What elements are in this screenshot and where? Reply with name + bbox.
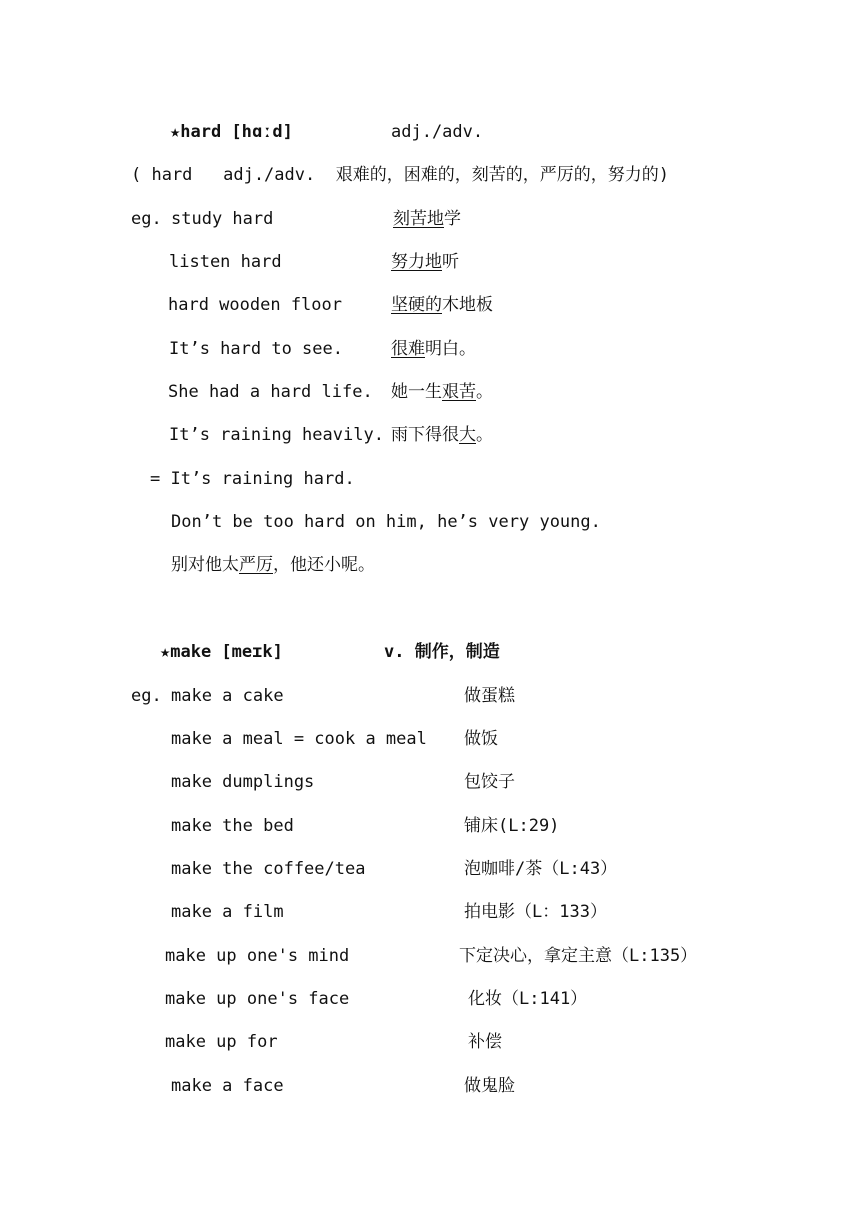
example-en: It’s raining heavily. — [169, 425, 384, 445]
example-en: make up one's face — [165, 989, 350, 1009]
example-en: make dumplings — [171, 772, 315, 792]
headword-make: ★make [meɪk] — [160, 642, 283, 662]
example-zh: 雨下得很大。 — [391, 425, 493, 445]
example-zh: 包饺子 — [464, 772, 515, 792]
example-zh: 拍电影（L：133） — [464, 902, 607, 922]
pos-hard: adj./adv. — [391, 122, 484, 142]
example-en: make up one's mind — [165, 946, 350, 966]
example-en: make a cake — [171, 686, 284, 706]
headword-hard: ★hard [hɑːd] — [170, 122, 293, 142]
example-zh-long: 别对他太严厉，他还小呢。 — [171, 555, 375, 575]
example-en: hard wooden floor — [168, 295, 342, 315]
example-zh: 她一生艰苦。 — [391, 382, 493, 402]
example-en: It’s hard to see. — [169, 339, 343, 359]
example-zh: 很难明白。 — [391, 339, 476, 359]
example-zh: 泡咖啡/茶（L:43） — [464, 859, 618, 879]
example-zh: 刻苦地学 — [393, 209, 461, 229]
example-en: listen hard — [169, 252, 282, 272]
example-en: make up for — [165, 1032, 278, 1052]
example-en: make a face — [171, 1076, 284, 1096]
example-zh: 铺床(L:29) — [464, 816, 560, 836]
eg-label: eg. — [131, 209, 162, 229]
example-zh: 努力地听 — [391, 252, 459, 272]
eg-label: eg. — [131, 686, 162, 706]
definition-hard: ( hard adj./adv. 艰难的，困难的，刻苦的，严厉的，努力的) — [131, 165, 669, 185]
example-en: make a meal = cook a meal — [171, 729, 427, 749]
equals-line: = It’s raining hard. — [150, 469, 355, 489]
example-en: She had a hard life. — [168, 382, 373, 402]
example-zh: 坚硬的木地板 — [391, 295, 493, 315]
example-en-long: Don’t be too hard on him, he’s very young. — [171, 512, 601, 532]
example-en: make the bed — [171, 816, 294, 836]
pos-make: v. 制作，制造 — [384, 642, 500, 662]
example-zh: 补偿 — [468, 1032, 502, 1052]
example-en: study hard — [171, 209, 274, 229]
example-zh: 做蛋糕 — [464, 686, 515, 706]
example-en: make a film — [171, 902, 284, 922]
example-en: make the coffee/tea — [171, 859, 366, 879]
example-zh: 下定决心，拿定主意（L:135） — [459, 946, 698, 966]
example-zh: 化妆（L:141） — [468, 989, 588, 1009]
example-zh: 做饭 — [464, 729, 498, 749]
example-zh: 做鬼脸 — [464, 1076, 515, 1096]
